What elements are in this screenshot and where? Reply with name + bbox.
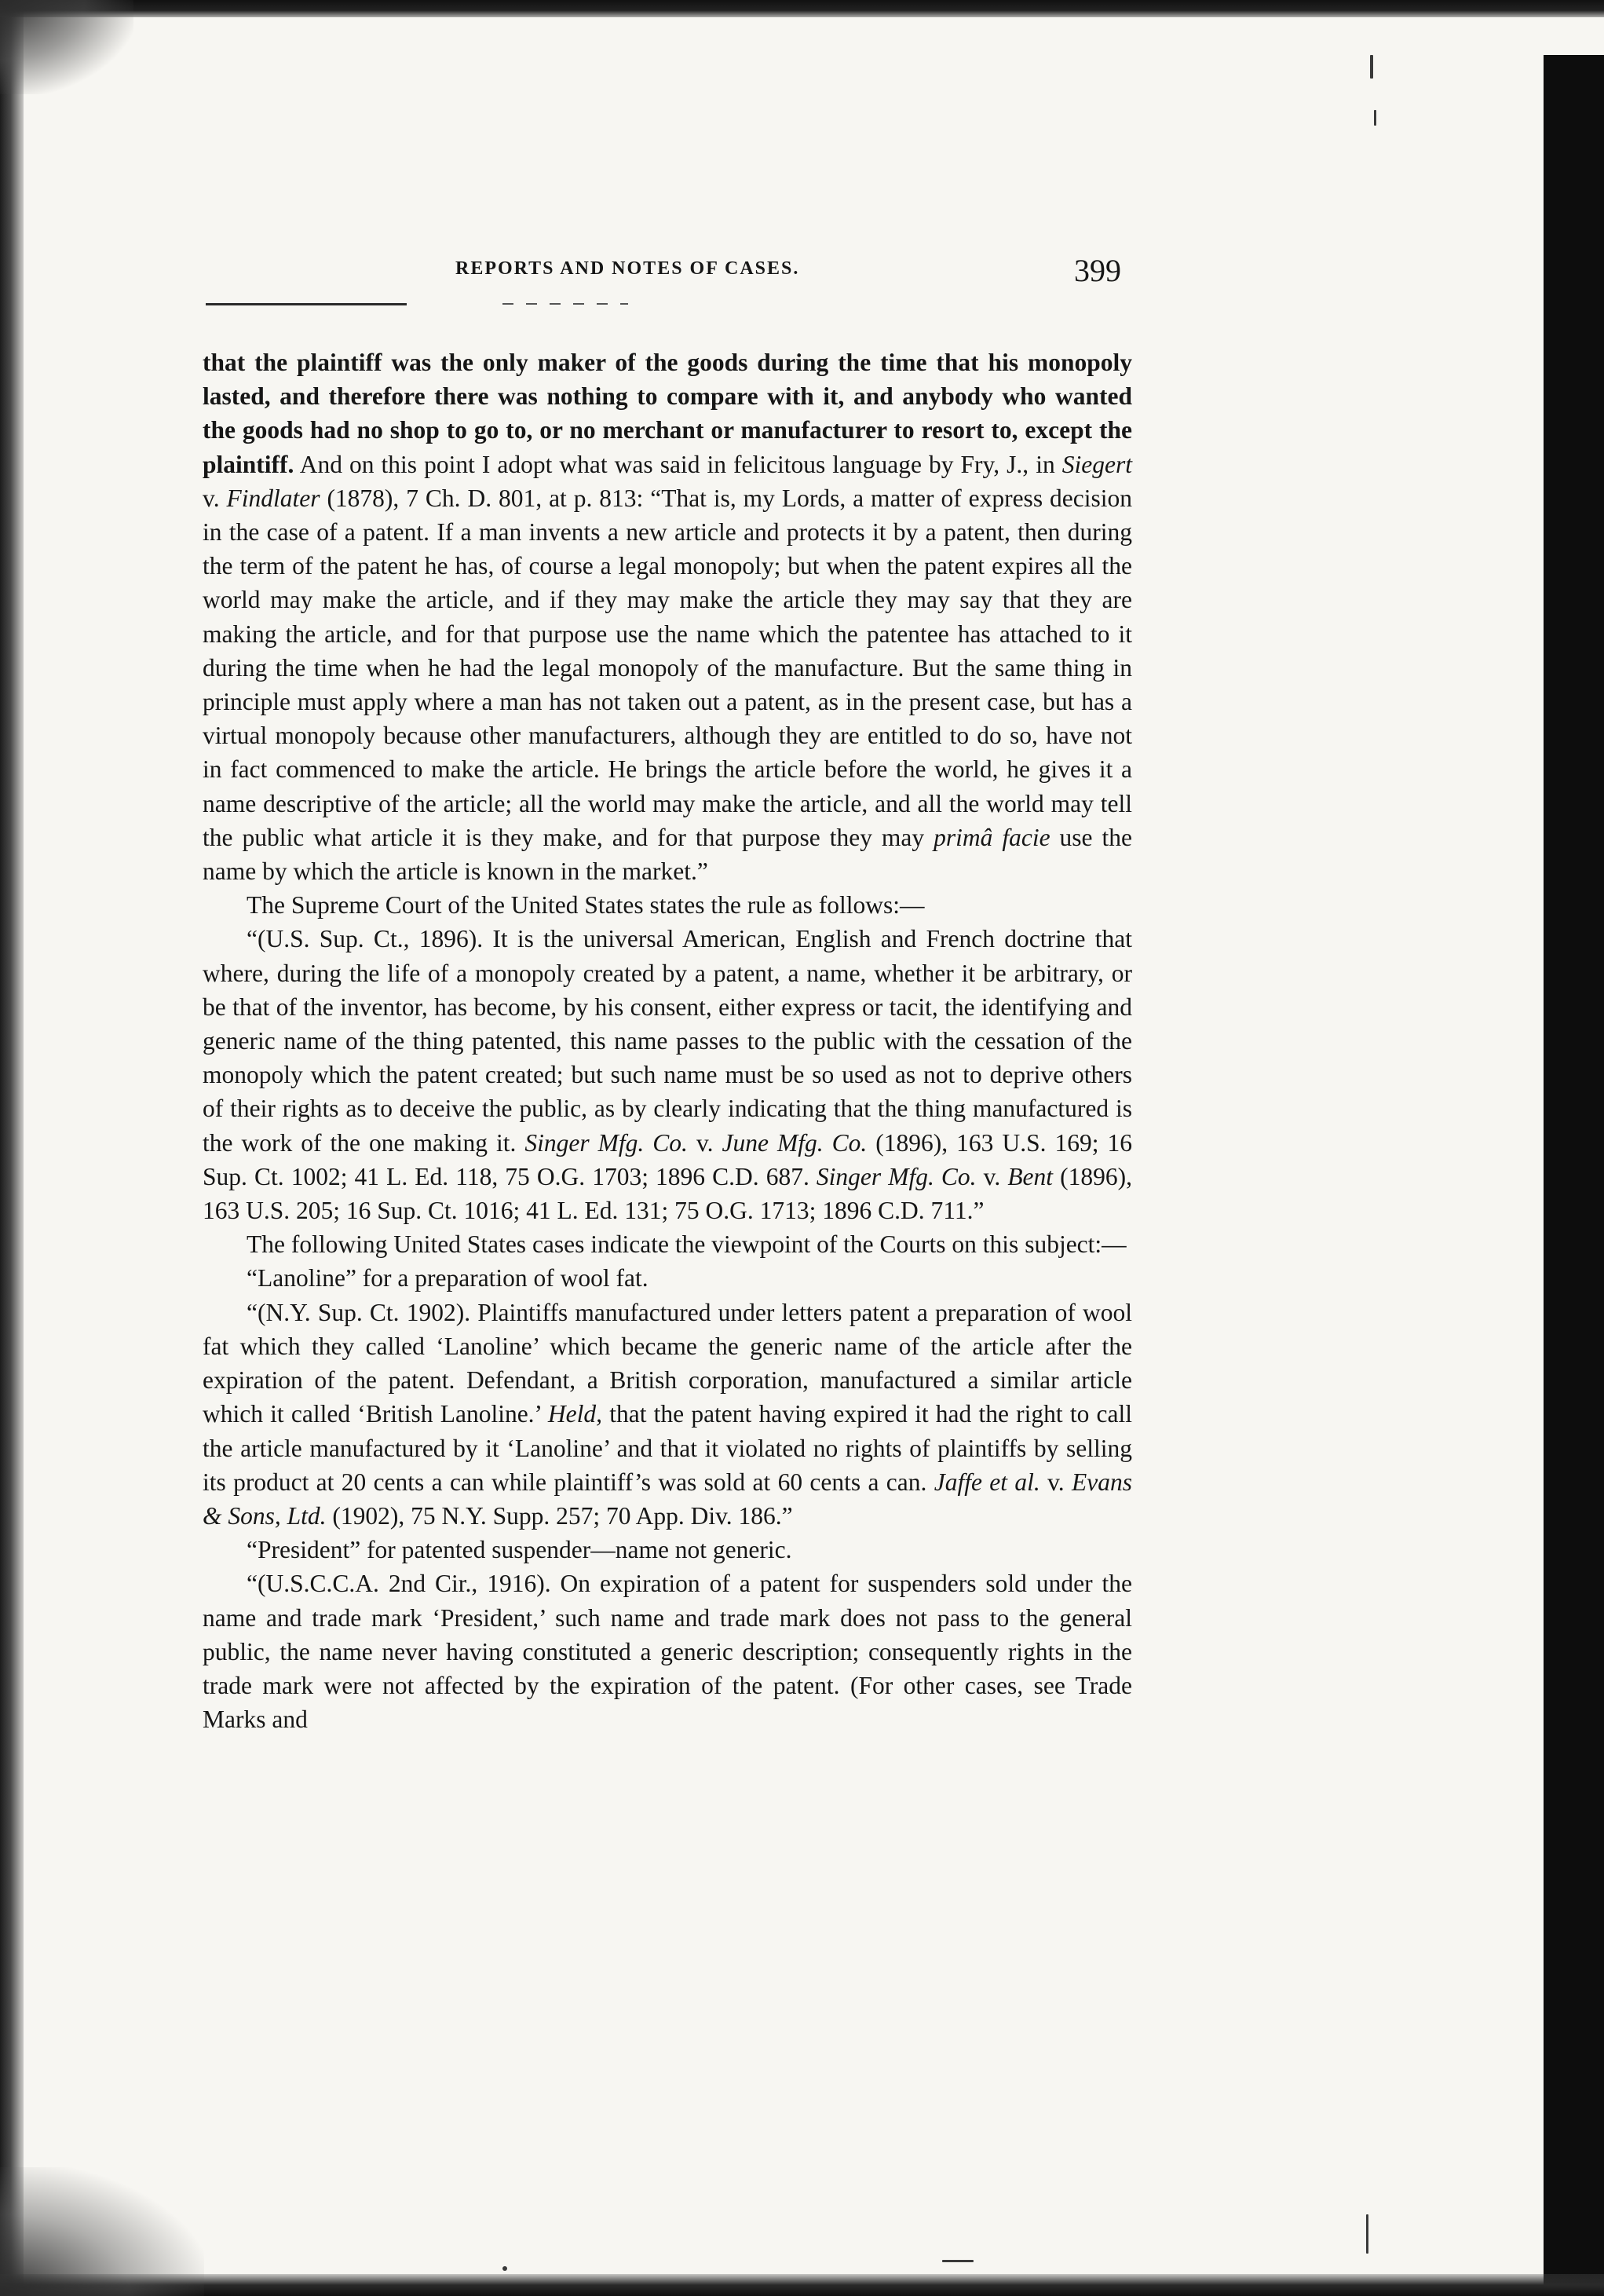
- held-term: Held,: [547, 1400, 603, 1428]
- scan-border-right: [1544, 55, 1604, 2296]
- text-run: (1896), 163 U.S. 205; 16 Sup. Ct. 1016; 41 L. Ed. 131; 75 O.G. 1713; 1896 C.D. 711.”: [203, 1162, 1132, 1225]
- paragraph-5: “Lanoline” for a preparation of wool fat.: [247, 1264, 649, 1292]
- text-run: (1878), 7 Ch. D. 801, at p. 813: “That is, my Lords, a matter of express decision in the case of a patent. If a man invents a new article and protects it by a patent, then during the term of the patent he has, of course a legal monopoly; but when the patent expires all the world may make the article, and if they may make the article they may say that they are making the article, and for that purpose use the name which the patentee has attached to it during the time when he had the legal monopoly of the manufacture. But the same thing in principle must apply where a man has not taken out a patent, as in the present case, but has a virtual monopoly because other manufacturers, although they are entitled to do so, have not in fact commenced to make the article. He brings the article before the world, he gives it a name descriptive of the article; all the world may make the article, and all the world may tell the public what article it is they make, and for that purpose they may: [203, 484, 1132, 851]
- scan-shadow-bottom-left: [0, 2167, 204, 2296]
- case-name: Singer Mfg. Co.: [816, 1162, 977, 1190]
- scan-border-bottom: [0, 2274, 1604, 2296]
- latin-phrase: primâ facie: [934, 823, 1050, 851]
- running-title: REPORTS AND NOTES OF CASES.: [455, 258, 800, 279]
- case-name: Singer Mfg. Co.: [524, 1128, 688, 1157]
- scan-speck: [1374, 110, 1376, 126]
- scan-speck: [942, 2260, 974, 2262]
- scan-shadow-top-left: [0, 0, 133, 94]
- paragraph-8: “(U.S.C.C.A. 2nd Cir., 1916). On expiration of a patent for suspenders sold under the name and trade mark ‘President,’ such name and trade mark does not pass to the general public, the name never having constituted a generic description; consequently rights in the trade mark were not affected by the expiration of the patent. (For other cases, see Trade Marks and: [203, 1570, 1132, 1734]
- bold-lead-in: that the plaintiff was the only maker of the goods during the time that his monopoly lasted, and therefore there was nothing to compare with it, and anybody who wanted the goods had no shop to go to, or no merchant or manufacturer to resort to, except the plaintiff.: [203, 349, 1132, 478]
- scan-border-top: [0, 0, 1604, 17]
- paragraph-3: [203, 922, 1132, 1227]
- paragraph-6: [203, 1296, 1132, 1533]
- scan-speck: [1366, 2214, 1368, 2254]
- case-name: Bent: [1007, 1162, 1054, 1190]
- case-name: Evans & Sons, Ltd.: [203, 1468, 1132, 1530]
- page-number: 399: [1074, 253, 1121, 288]
- text-run: “(U.S. Sup. Ct., 1896). It is the universal American, English and French doctrine that where, during the life of a monopoly created by a patent, a name, whether it be arbitrary, or be that of the inventor, has become, by his consent, either express or tacit, the identifying and generic name of the thing patented, this name passes to the public with the cessation of the monopoly which the patent created; but such name must be so used as not to deprive others of their rights as to deceive the public, as by clearly indicating that the thing manufactured is the work of the one making it.: [203, 925, 1132, 1157]
- text-run: use the name by which the article is known in the market.”: [203, 823, 1132, 886]
- text-run: v.: [203, 484, 227, 512]
- text-run: And on this point I adopt what was said in felicitous language by Fry, J., in: [294, 450, 1062, 478]
- case-name: Siegert: [1061, 450, 1132, 478]
- text-run: “(N.Y. Sup. Ct. 1902). Plaintiffs manufactured under letters patent a preparation of wool fat which they called ‘Lanoline’ which became the generic name of the article after the expiration of the patent. Defendant, a British corporation, manufactured a similar article which it called ‘British Lanoline.’: [203, 1298, 1132, 1428]
- paragraph-7: “President” for patented suspender—name not generic.: [247, 1536, 792, 1564]
- text-run: (1896), 163 U.S. 169; 16 Sup. Ct. 1002; 41 L. Ed. 118, 75 O.G. 1703; 1896 C.D. 687.: [203, 1128, 1132, 1190]
- header-rule-dashed: [502, 303, 628, 305]
- text-run: v.: [687, 1128, 722, 1157]
- paragraph-1: [203, 345, 1132, 888]
- case-name: Findlater: [226, 484, 320, 512]
- paragraph-2: The Supreme Court of the United States states the rule as follows:—: [247, 891, 925, 919]
- text-run: v.: [976, 1162, 1008, 1190]
- body-text: [203, 345, 1132, 1736]
- header-rule: [206, 303, 407, 305]
- scan-speck: [502, 2266, 507, 2271]
- paragraph-4: The following United States cases indicate the viewpoint of the Courts on this subject:—: [247, 1230, 1127, 1259]
- text-run: (1902), 75 N.Y. Supp. 257; 70 App. Div. 186.”: [326, 1501, 793, 1530]
- text-run: v.: [1039, 1468, 1072, 1496]
- case-name: June Mfg. Co.: [722, 1128, 868, 1157]
- case-name: Jaffe et al.: [934, 1468, 1040, 1496]
- scan-border-left: [0, 0, 24, 2296]
- scan-speck: [1370, 55, 1373, 79]
- text-run: that the patent having expired it had the right to call the article manufactured by it ‘Lanoline’ and that it violated no rights of plaintiffs by selling its product at 20 cents a can while plaintiff’s was sold at 60 cents a can.: [203, 1400, 1132, 1496]
